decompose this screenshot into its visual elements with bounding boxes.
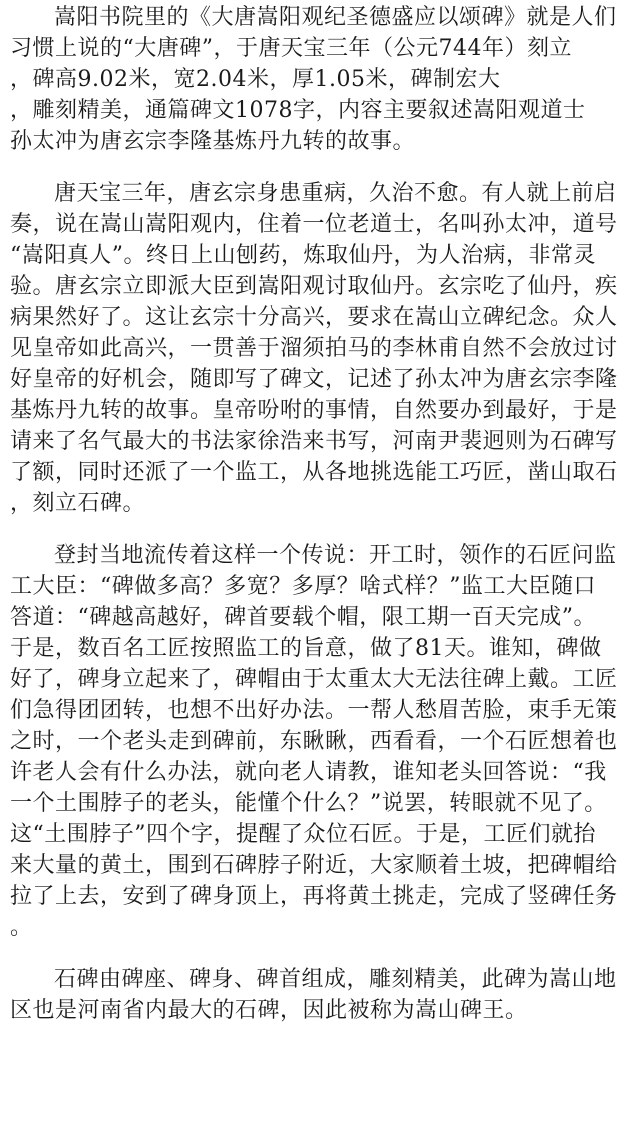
paragraph-line: 嵩阳书院里的《大唐嵩阳观纪圣德盛应以颂碑》就是人们 bbox=[54, 5, 617, 30]
paragraph-line: 区也是河南省内最大的石碑，因此被称为嵩山碑王。 bbox=[10, 998, 528, 1023]
paragraph-line: 。 bbox=[10, 915, 33, 940]
paragraph-line: 工大臣：“碑做多高？多宽？多厚？啥式样？”监工大臣随口 bbox=[10, 574, 596, 599]
paragraph-line: ，碑高9.02米，宽2.04米，厚1.05米，碑制宏大 bbox=[10, 67, 501, 92]
paragraph-line: 孙太冲为唐玄宗李隆基炼丹九转的故事。 bbox=[10, 129, 416, 154]
paragraph-line: 请来了名气最大的书法家徐浩来书写，河南尹裴迥则为石碑写 bbox=[10, 429, 618, 454]
paragraph-3 bbox=[10, 540, 632, 943]
paragraph-line: 基炼丹九转的故事。皇帝吩咐的事情，自然要办到最好，于是 bbox=[10, 398, 618, 423]
paragraph-line: 们急得团团转，也想不出好办法。一帮人愁眉苦脸，束手无策 bbox=[10, 698, 618, 723]
paragraph-line: 好皇帝的好机会，随即写了碑文，记述了孙太冲为唐玄宗李隆 bbox=[10, 367, 618, 392]
paragraph-line: 了额，同时还派了一个监工，从各地挑选能工巧匠，凿山取石 bbox=[10, 460, 618, 485]
paragraph-line: 答道：“碑越高越好，碑首要载个帽，限工期一百天完成”。 bbox=[10, 605, 596, 630]
paragraph-line: 于是，数百名工匠按照监工的旨意，做了81天。谁知，碑做 bbox=[10, 636, 602, 661]
paragraph-line: 石碑由碑座、碑身、碑首组成，雕刻精美，此碑为嵩山地 bbox=[54, 967, 617, 992]
paragraph-line: 见皇帝如此高兴，一贯善于溜须拍马的李林甫自然不会放过讨 bbox=[10, 336, 618, 361]
paragraph-line: 验。唐玄宗立即派大臣到嵩阳观讨取仙丹。玄宗吃了仙丹，疾 bbox=[10, 274, 618, 299]
paragraph-line: ，雕刻精美，通篇碑文1078字，内容主要叙述嵩阳观道士 bbox=[10, 98, 586, 123]
paragraph-line: “嵩阳真人”。终日上山刨药，炼取仙丹，为人治病，非常灵 bbox=[10, 243, 596, 268]
paragraph-4 bbox=[10, 964, 632, 1026]
paragraph-line: 病果然好了。这让玄宗十分高兴，要求在嵩山立碑纪念。众人 bbox=[10, 305, 618, 330]
paragraph-line: 许老人会有什么办法，就向老人请教，谁知老头回答说：“我 bbox=[10, 760, 607, 785]
paragraph-line: 唐天宝三年，唐玄宗身患重病，久治不愈。有人就上前启 bbox=[54, 181, 617, 206]
paragraph-line: 登封当地流传着这样一个传说：开工时，领作的石匠问监 bbox=[54, 543, 617, 568]
paragraph-1 bbox=[10, 2, 632, 157]
paragraph-line: 这“土围脖子”四个字，提醒了众位石匠。于是，工匠们就抬 bbox=[10, 822, 596, 847]
paragraph-line: 之时，一个老头走到碑前，东瞅瞅，西看看，一个石匠想着也 bbox=[10, 729, 618, 754]
paragraph-line: ，刻立石碑。 bbox=[10, 491, 146, 516]
paragraph-line: 习惯上说的“大唐碑”，于唐天宝三年（公元744年）刻立 bbox=[10, 36, 572, 61]
paragraph-2 bbox=[10, 178, 632, 519]
paragraph-line: 好了，碑身立起来了，碑帽由于太重太大无法往碑上戴。工匠 bbox=[10, 667, 618, 692]
paragraph-line: 奏，说在嵩山嵩阳观内，住着一位老道士，名叫孙太冲，道号 bbox=[10, 212, 618, 237]
paragraph-line: 来大量的黄土，围到石碑脖子附近，大家顺着土坡，把碑帽给 bbox=[10, 853, 618, 878]
paragraph-line: 拉了上去，安到了碑身顶上，再将黄土挑走，完成了竖碑任务 bbox=[10, 884, 618, 909]
paragraph-line: 一个土围脖子的老头，能懂个什么？”说罢，转眼就不见了。 bbox=[10, 791, 607, 816]
